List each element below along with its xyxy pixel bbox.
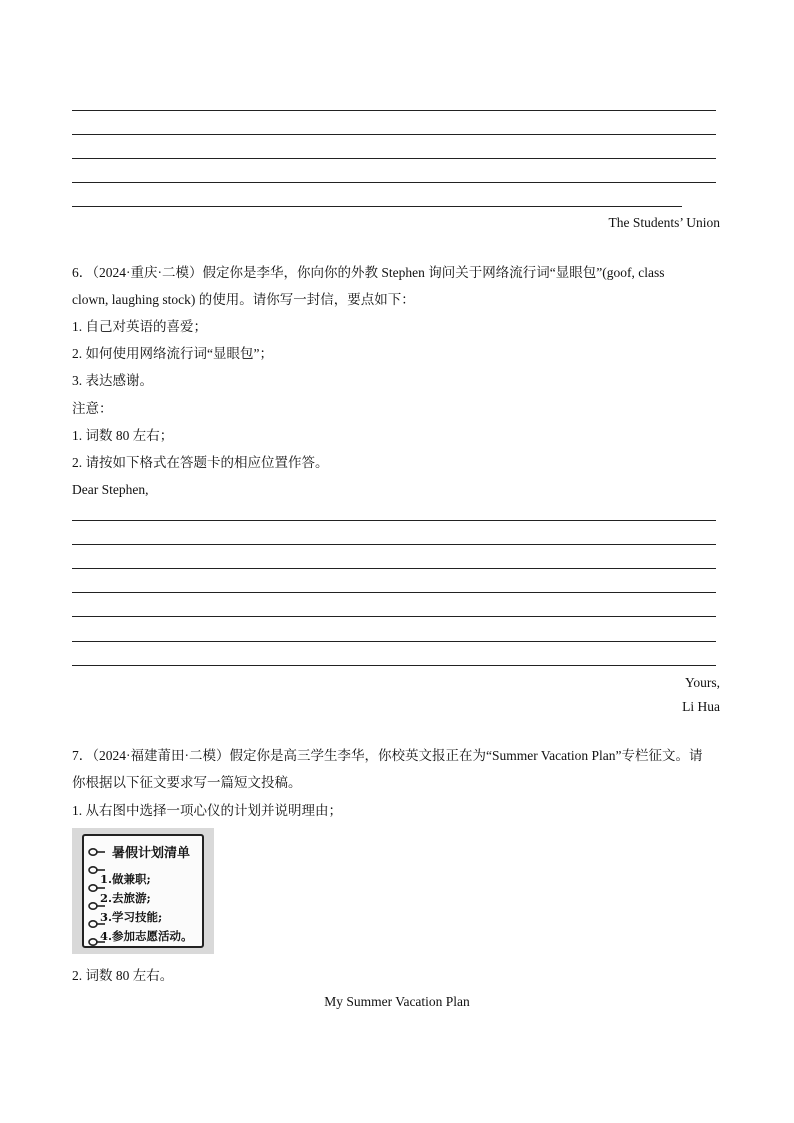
q6-note-label: 注意： — [72, 401, 113, 416]
answer-line — [72, 568, 716, 569]
checklist-items — [100, 870, 193, 946]
answer-line — [72, 182, 716, 183]
q6-point-3: 3. 表达感谢。 — [72, 373, 153, 388]
answer-line — [72, 520, 716, 521]
q7-requirement-1: 1. 从右图中选择一项心仪的计划并说明理由； — [72, 803, 342, 818]
essay-title: My Summer Vacation Plan — [324, 994, 470, 1009]
q6-note-2: 2. 请按如下格式在答题卡的相应位置作答。 — [72, 455, 329, 470]
q6-prompt-line2: clown, laughing stock) 的使用。请你写一封信，要点如下： — [72, 292, 415, 307]
answer-line — [72, 641, 716, 642]
q6-point-1: 1. 自己对英语的喜爱； — [72, 319, 207, 334]
answer-line — [72, 206, 682, 207]
q7-requirement-2: 2. 词数 80 左右。 — [72, 968, 174, 983]
checklist-title: 暑假计划清单 — [112, 846, 191, 861]
q6-point-2: 2. 如何使用网络流行词“显眼包”； — [72, 346, 273, 361]
q6-closing: Yours, — [684, 675, 720, 690]
q7-prompt-line1: 7．（2024·福建莆田·二模）假定你是高三学生李华，你校英文报正在为“Summer Vacation Plan”专栏征文。请 — [72, 748, 703, 763]
q6-greeting: Dear Stephen, — [72, 482, 149, 497]
q6-note-1: 1. 词数 80 左右； — [72, 428, 174, 443]
q6-name: Li Hua — [682, 699, 720, 714]
answer-line — [72, 134, 716, 135]
checklist-item: 4.参加志愿活动。 — [100, 929, 193, 943]
q7-prompt-line2: 你根据以下征文要求写一篇短文投稿。 — [72, 775, 302, 790]
answer-line — [72, 110, 716, 111]
signature: The Students’ Union — [608, 215, 720, 230]
answer-line — [72, 616, 716, 617]
answer-line — [72, 592, 716, 593]
checklist-paper — [82, 834, 204, 948]
q6-prompt-line1: 6．（2024·重庆·二模）假定你是李华，你向你的外教 Stephen 询问关于网络流行词“显眼包”(goof, class — [72, 265, 665, 280]
checklist-item: 3.学习技能; — [100, 910, 163, 924]
checklist-item: 1.做兼职; — [100, 872, 151, 886]
answer-line — [72, 665, 716, 666]
checklist-image — [72, 828, 214, 954]
checklist-item: 2.去旅游; — [100, 891, 151, 905]
answer-line — [72, 544, 716, 545]
answer-line — [72, 158, 716, 159]
